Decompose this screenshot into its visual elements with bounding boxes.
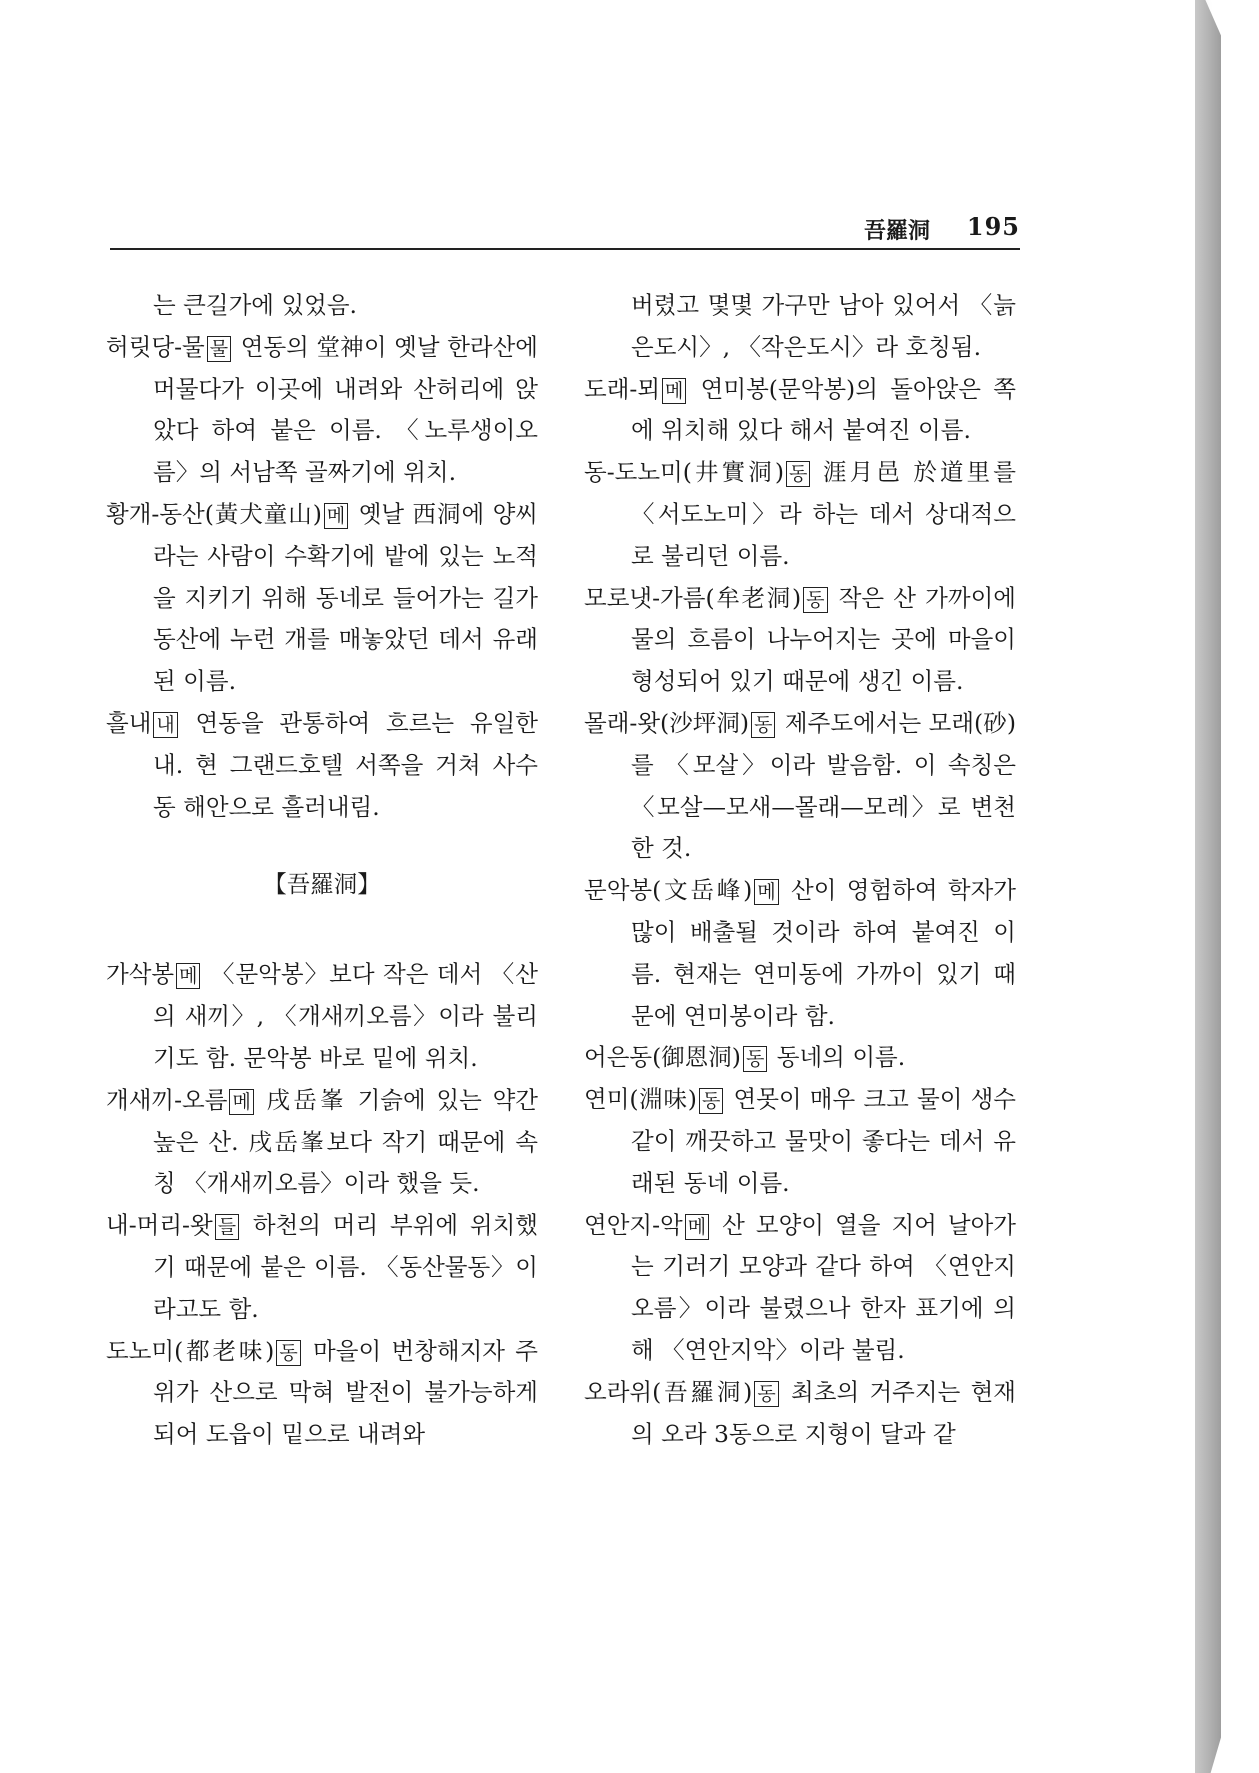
right-column — [584, 285, 1016, 1455]
entry — [584, 578, 1016, 703]
entry-headword: 모로냇-가름(牟老洞) — [584, 583, 802, 612]
category-tag: 메 — [662, 378, 686, 404]
entry-text: 동네의 이름. — [769, 1043, 906, 1072]
left-column — [106, 285, 538, 1456]
entry-text: 연못이 매우 크고 물이 생수같이 깨끗하고 물맛이 좋다는 데서 유래된 동네 이름. — [631, 1085, 1016, 1197]
category-tag: 동 — [786, 461, 810, 487]
entry — [106, 1080, 538, 1205]
entry-headword: 흘내 — [106, 708, 152, 737]
entry-text: 옛날 西洞에 양씨라는 사람이 수확기에 밭에 있는 노적을 지키기 위해 동네로 들어가는 길가 동산에 누런 개를 매놓았던 데서 유래된 이름. — [153, 499, 538, 696]
entry-headword: 오라위(吾羅洞) — [584, 1377, 753, 1406]
category-tag: 메 — [754, 879, 778, 905]
entry — [584, 452, 1016, 577]
entry-headword: 허릿당-물 — [106, 332, 205, 361]
category-tag: 메 — [229, 1089, 253, 1115]
page-number: 195 — [966, 212, 1020, 241]
entry — [106, 703, 538, 828]
entry-text: 연동의 堂神이 옛날 한라산에 머물다가 이곳에 내려와 산허리에 앉았다 하여 붙은 이름. 〈노루생이오름〉의 서남쪽 골짜기에 위치. — [153, 332, 538, 487]
header-title: 吾羅洞 — [863, 218, 930, 244]
entry — [584, 1372, 1016, 1456]
entry-headword: 내-머리-왓 — [106, 1211, 213, 1240]
entry — [106, 1331, 538, 1456]
entry — [106, 494, 538, 703]
entry-headword: 동-도노미(井實洞) — [584, 458, 785, 487]
entry-text: 제주도에서는 모래(砂)를 〈모살〉이라 발음함. 이 속칭은 〈모살—모새—몰래—모레〉로 변천한 것. — [631, 708, 1016, 863]
entry-headword: 어은동(御恩洞) — [584, 1043, 741, 1072]
entry — [584, 1205, 1016, 1372]
entry-headword: 연미(淵味) — [584, 1085, 697, 1114]
category-tag: 동 — [803, 587, 827, 613]
entry-continuation: 버렸고 몇몇 가구만 남아 있어서 〈늙은도시〉, 〈작은도시〉라 호칭됨. — [631, 291, 1016, 361]
entry — [106, 954, 538, 1079]
entry — [584, 1079, 1016, 1204]
entry-headword: 몰래-왓(沙坪洞) — [584, 708, 750, 737]
entry-text: 하천의 머리 부위에 위치했기 때문에 붙은 이름. 〈동산물동〉이라고도 함. — [153, 1211, 538, 1323]
category-tag: 동 — [743, 1046, 767, 1072]
category-tag: 메 — [176, 963, 200, 989]
entry-text: 산이 영험하여 학자가 많이 배출될 것이라 하여 붙여진 이름. 현재는 연미동에 가까이 있기 때문에 연미봉이라 함. — [631, 876, 1016, 1030]
entry-headword: 문악봉(文岳峰) — [584, 876, 753, 905]
entry-text: 戌岳峯 기슭에 있는 약간 높은 산. 戌岳峯보다 작기 때문에 속칭 〈개새끼오름〉이라 했을 듯. — [153, 1085, 538, 1198]
entry-text: 산 모양이 열을 지어 날아가는 기러기 모양과 같다 하여 〈연안지 오름〉이라 불렸으나 한자 표기에 의해 〈연안지악〉이라 불림. — [631, 1210, 1016, 1364]
entry-text: 연동을 관통하여 흐르는 유일한 내. 현 그랜드호텔 서쪽을 거쳐 사수동 해안으로 흘러내림. — [153, 708, 538, 821]
category-tag: 들 — [215, 1214, 239, 1240]
category-tag: 동 — [754, 1381, 778, 1407]
category-tag: 동 — [276, 1340, 300, 1366]
entry-headword: 도래-뫼 — [584, 374, 661, 403]
section-heading: 【吾羅洞】 — [263, 870, 381, 899]
category-tag: 메 — [685, 1214, 709, 1240]
entry-text: 〈문악봉〉보다 작은 데서 〈산의 새끼〉, 〈개새끼오름〉이라 불리기도 함. 문악봉 바로 밑에 위치. — [153, 960, 538, 1072]
category-tag: 동 — [699, 1088, 723, 1114]
entry — [584, 703, 1016, 870]
entry — [584, 870, 1016, 1037]
entry-headword: 연안지-악 — [584, 1210, 683, 1239]
entry — [584, 1037, 1016, 1079]
entry-headword: 황개-동산(黃犬童山) — [106, 499, 322, 528]
entry-text: 최초의 거주지는 현재의 오라 3동으로 지형이 달과 같 — [631, 1377, 1016, 1448]
entry-text: 연미봉(문악봉)의 돌아앉은 쪽에 위치해 있다 해서 붙여진 이름. — [631, 374, 1016, 445]
category-tag: 물 — [207, 336, 231, 362]
entry-continuation: 는 큰길가에 있었음. — [153, 291, 358, 319]
entry-headword: 개새끼-오름 — [106, 1085, 228, 1114]
entry-text: 작은 산 가까이에 물의 흐름이 나누어지는 곳에 마을이 형성되어 있기 때문에 생긴 이름. — [631, 583, 1016, 696]
entry-text: 마을이 번창해지자 주위가 산으로 막혀 발전이 불가능하게 되어 도읍이 밑으로 내려와 — [153, 1336, 538, 1449]
entry — [106, 1205, 538, 1330]
entry — [584, 369, 1016, 453]
category-tag: 동 — [751, 712, 775, 738]
running-header — [110, 208, 1020, 250]
entry — [106, 327, 538, 494]
entry-headword: 가삭봉 — [106, 960, 175, 989]
category-tag: 내 — [153, 712, 177, 738]
entry-headword: 도노미(都老味) — [106, 1336, 275, 1365]
category-tag: 메 — [324, 503, 348, 529]
entry-text: 涯月邑 於道里를 〈서도노미〉라 하는 데서 상대적으로 불리던 이름. — [631, 458, 1016, 570]
page-stack-edge — [1195, 0, 1221, 1773]
